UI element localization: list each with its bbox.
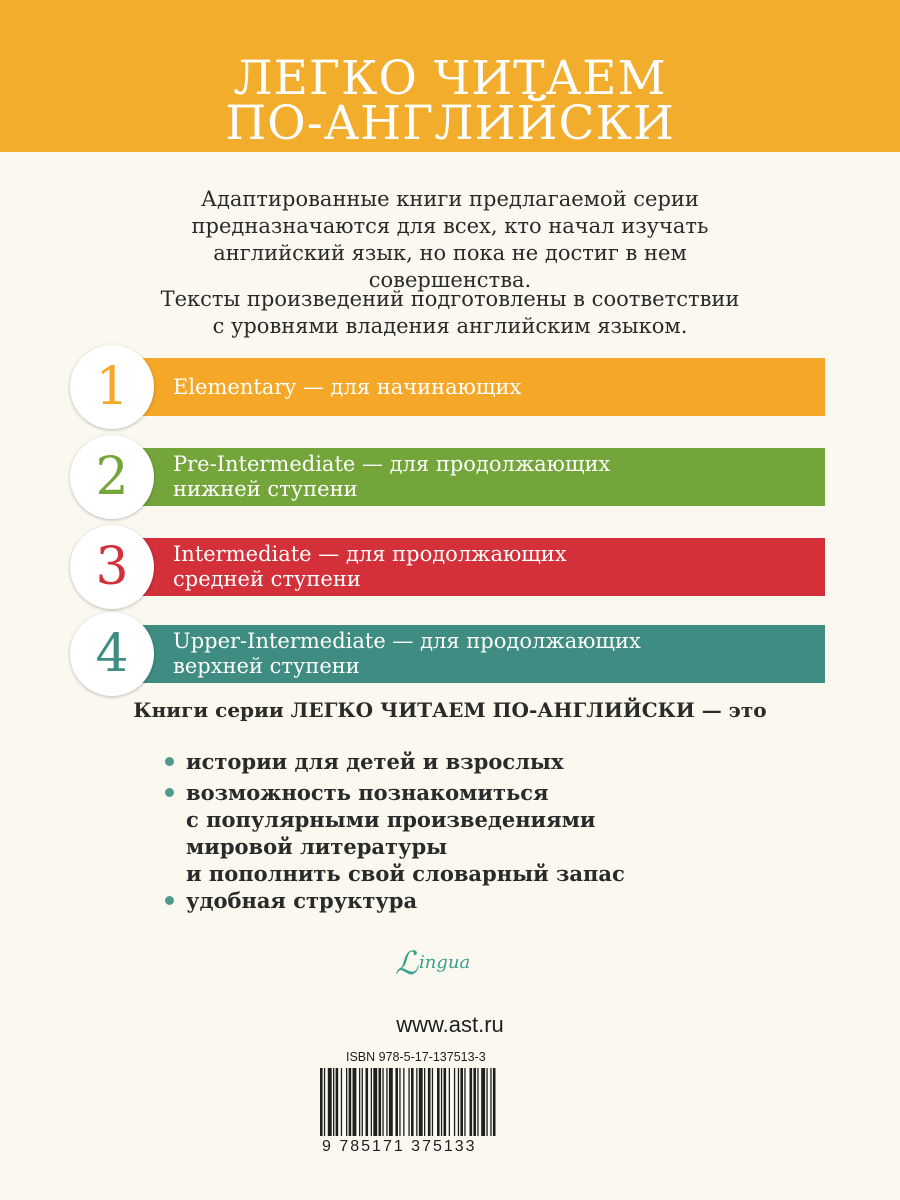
barcode-bar: [333, 1068, 334, 1136]
level-label: Pre-Intermediate — для продолжающих: [173, 452, 611, 476]
barcode-digits: 9 785171 375133: [322, 1138, 477, 1155]
barcode-bar: [486, 1068, 487, 1136]
barcode-bar: [464, 1068, 465, 1136]
barcode-bar: [324, 1068, 325, 1136]
barcode-bar: [493, 1068, 496, 1136]
barcode-bar: [353, 1068, 357, 1136]
barcode-bar: [382, 1068, 383, 1136]
feature-text: удобная структура: [186, 888, 418, 913]
barcode-bar: [399, 1068, 400, 1136]
level-number-badge: 1: [70, 345, 154, 429]
publisher-website: www.ast.ru: [396, 1012, 504, 1037]
bullet-dot-icon: [165, 788, 174, 797]
intro-line: с уровнями владения английским языком.: [212, 314, 688, 338]
barcode-bar: [341, 1068, 342, 1136]
level-row-upper-intermediate: [70, 612, 830, 696]
barcode-bar: [454, 1068, 455, 1136]
level-number-badge: 4: [70, 612, 154, 696]
barcode-bar: [477, 1068, 478, 1136]
level-label: Upper-Intermediate — для продолжающих: [173, 629, 641, 653]
barcode-bar: [424, 1068, 425, 1136]
series-description-heading: Книги серии ЛЕГКО ЧИТАЕМ ПО-АНГЛИЙСКИ — это: [133, 698, 767, 722]
barcode-bar: [428, 1068, 431, 1136]
barcode-bar: [458, 1068, 459, 1136]
intro-paragraph-2: [0, 286, 900, 340]
level-row-intermediate: [70, 525, 830, 609]
barcode-bar: [320, 1068, 323, 1136]
barcode-bar: [373, 1068, 377, 1136]
barcode-bar: [470, 1068, 473, 1136]
barcode-bar: [416, 1068, 417, 1136]
level-number-badge: 2: [70, 435, 154, 519]
barcode-bar: [473, 1068, 476, 1136]
intro-line: Тексты произведений подготовлены в соответствии: [160, 287, 740, 311]
barcode: [318, 1068, 582, 1136]
lingua-logo: [395, 944, 470, 982]
barcode-bar: [490, 1068, 491, 1136]
isbn-number: ISBN 978-5-17-137513-3: [346, 1050, 486, 1064]
barcode-bar: [389, 1068, 393, 1136]
barcode-bar: [395, 1068, 398, 1136]
barcode-bar: [441, 1068, 442, 1136]
level-row-pre-intermediate: [70, 435, 830, 519]
barcode-bar: [411, 1068, 414, 1136]
header-band: [0, 0, 900, 152]
level-label: Elementary — для начинающих: [173, 375, 522, 399]
level-label: Intermediate — для продолжающих: [173, 542, 567, 566]
level-label-line-2: средней ступени: [173, 567, 361, 591]
intro-line: предназначаются для всех, кто начал изучать: [191, 214, 709, 238]
feature-text: и пополнить свой словарный запас: [186, 861, 625, 886]
bullet-dot-icon: [165, 757, 174, 766]
barcode-bar: [379, 1068, 382, 1136]
level-label-line-2: нижней ступени: [173, 477, 358, 501]
barcode-bar: [366, 1068, 369, 1136]
feature-text: возможность познакомиться: [186, 780, 549, 805]
bullet-dot-icon: [165, 896, 174, 905]
barcode-bar: [336, 1068, 339, 1136]
feature-text: мировой литературы: [186, 834, 448, 859]
intro-line: Адаптированные книги предлагаемой серии: [201, 187, 699, 211]
barcode-bar: [408, 1068, 409, 1136]
barcode-bar: [371, 1068, 372, 1136]
intro-line: английский язык, но пока не достиг в нем: [213, 241, 687, 265]
feature-text: с популярными произведениями: [186, 807, 596, 832]
series-title-line-1: ЛЕГКО ЧИТАЕМ: [233, 51, 667, 106]
barcode-bar: [362, 1068, 363, 1136]
barcode-bar: [419, 1068, 423, 1136]
barcode-bar: [349, 1068, 352, 1136]
barcode-bar: [481, 1068, 485, 1136]
barcode-bar: [449, 1068, 450, 1136]
logo-letter-l: ℒ: [395, 944, 419, 982]
barcode-bar: [432, 1068, 433, 1136]
barcode-bar: [437, 1068, 440, 1136]
intro-line: совершенства.: [368, 268, 532, 292]
barcode-bar: [386, 1068, 387, 1136]
level-number-badge: 3: [70, 525, 154, 609]
feature-text: истории для детей и взрослых: [186, 749, 564, 774]
intro-paragraph-1: [0, 186, 900, 294]
series-title-line-2: ПО-АНГЛИЙСКИ: [225, 96, 675, 151]
level-row-elementary: [70, 345, 830, 429]
barcode-bar: [444, 1068, 447, 1136]
barcode-bar: [460, 1068, 463, 1136]
barcode-bar: [346, 1068, 347, 1136]
barcode-bar: [328, 1068, 332, 1136]
barcode-bar: [359, 1068, 360, 1136]
level-label-line-2: верхней ступени: [173, 654, 360, 678]
barcode-bar: [403, 1068, 404, 1136]
logo-word: ingua: [419, 952, 471, 973]
